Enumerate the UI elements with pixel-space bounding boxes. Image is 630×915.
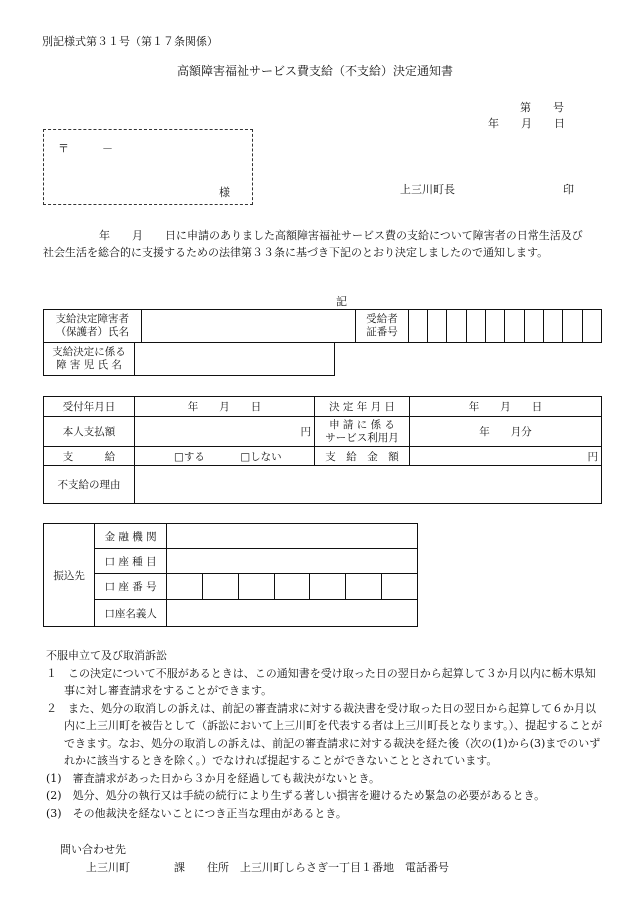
self-pay-yen[interactable]: 円	[135, 417, 315, 447]
account-number-label: 口 座 番 号	[95, 574, 167, 600]
recipient-name-field[interactable]	[141, 310, 356, 343]
issuer: 上三川町長	[400, 183, 455, 196]
appeal-sub-3: (3) その他裁決を経ないことにつき正当な理由があるとき。	[46, 806, 347, 820]
child-name-label: 支給決定に係る 障 害 児 氏 名	[44, 343, 135, 376]
contact-line: 上三川町 課 住所 上三川町しらさぎ一丁目１番地 電話番号	[86, 861, 449, 874]
recipient-table	[43, 309, 602, 343]
amount-label: 支 給 金 額	[315, 447, 410, 466]
self-pay-label: 本人支払額	[44, 417, 135, 447]
account-digit[interactable]	[274, 574, 310, 600]
reason-field[interactable]	[135, 466, 602, 504]
appeal-sub-2: (2) 処分、処分の執行又は手続の続行により生ずる著しい損害を避けるため緊急の必要があるとき。	[46, 789, 546, 802]
cert-digit[interactable]	[582, 310, 601, 343]
account-name-label: 口座名義人	[95, 600, 167, 627]
appeal-item-2: ２ また、処分の取消しの訴えは、前記の審査請求に対する裁決書を受け取った日の翌日から起算して６か月以内に上三川町を被告として（訴訟において上三川町を代表する者は上三川町長となります。）、提起することができます。なお、処分の取消しの訴えは、前記の審査請求に対する裁決を経た後（次の(1)から(3)までのいずれかに該当するときを除く。）でなければ提起することができないこととされています。	[46, 701, 603, 767]
payment-yes-checkbox[interactable]: □する	[174, 450, 205, 463]
account-digit[interactable]	[238, 574, 274, 600]
appeal-heading: 不服申立て及び取消訴訟	[46, 649, 167, 662]
ki-mark: 記	[336, 295, 347, 308]
form-id: 別記様式第３１号（第１７条関係）	[42, 35, 218, 48]
bank-label: 金 融 機 関	[95, 524, 167, 549]
cert-digit[interactable]	[408, 310, 427, 343]
decision-date-value[interactable]: 年 月 日	[410, 397, 602, 417]
seal-mark: 印	[563, 183, 574, 196]
cert-digit[interactable]	[524, 310, 543, 343]
cert-digit[interactable]	[544, 310, 563, 343]
account-digit[interactable]	[346, 574, 382, 600]
payment-no-checkbox[interactable]: □しない	[240, 450, 282, 463]
postal-mark: 〒 －	[58, 142, 113, 155]
appeal-item-1: １ この決定について不服があるときは、この通知書を受け取った日の翌日から起算して３か月以内に栃木県知事に対し審査請求をすることができます。	[46, 666, 596, 697]
recipient-name-label: 支給決定障害者 （保護者）氏名	[44, 310, 142, 343]
cert-digit[interactable]	[505, 310, 524, 343]
service-month-value[interactable]: 年 月分	[410, 417, 602, 447]
payment-label: 支 給	[44, 447, 135, 466]
account-digit[interactable]	[310, 574, 346, 600]
account-digit[interactable]	[202, 574, 238, 600]
account-digit[interactable]	[382, 574, 418, 600]
cert-number-label: 受給者 証番号	[356, 310, 409, 343]
account-type-label: 口 座 種 目	[95, 549, 167, 574]
address-window	[43, 129, 253, 205]
cert-digit[interactable]	[563, 310, 582, 343]
received-date-value[interactable]: 年 月 日	[135, 397, 315, 417]
bank-field[interactable]	[166, 524, 417, 549]
payment-options	[135, 447, 315, 466]
date-line: 年 月 日	[488, 117, 565, 130]
reason-label: 不支給の理由	[44, 466, 135, 504]
cert-digit[interactable]	[428, 310, 447, 343]
decision-table	[43, 396, 602, 504]
cert-digit[interactable]	[447, 310, 466, 343]
appeal-section	[46, 647, 606, 822]
appeal-sub-1: (1) 審査請求があった日から３か月を経過しても裁決がないとき。	[46, 771, 381, 785]
page-title: 高額障害福祉サービス費支給（不支給）決定通知書	[176, 64, 453, 78]
received-date-label: 受付年月日	[44, 397, 135, 417]
contact-heading: 問い合わせ先	[60, 843, 126, 856]
amount-yen[interactable]: 円	[410, 447, 602, 466]
cert-digit[interactable]	[466, 310, 485, 343]
child-name-field[interactable]	[135, 343, 335, 376]
cert-digit[interactable]	[486, 310, 505, 343]
body-text: 年 月 日に申請のありました高額障害福祉サービス費の支給について障害者の日常生活及び社会生活を総合的に支援するための法律第３３条に基づき下記のとおり決定しましたので通知します。	[43, 229, 583, 259]
recipient-suffix: 様	[219, 186, 230, 199]
account-digit[interactable]	[166, 574, 202, 600]
number-line: 第 号	[520, 101, 564, 114]
service-month-label: 申 請 に 係 る サービス利用月	[315, 417, 410, 447]
bank-table	[43, 523, 418, 627]
child-table	[43, 342, 335, 376]
account-name-field[interactable]	[166, 600, 417, 627]
transfer-label: 振込先	[44, 524, 95, 627]
decision-date-label: 決 定 年 月 日	[315, 397, 410, 417]
account-type-field[interactable]	[166, 549, 417, 574]
